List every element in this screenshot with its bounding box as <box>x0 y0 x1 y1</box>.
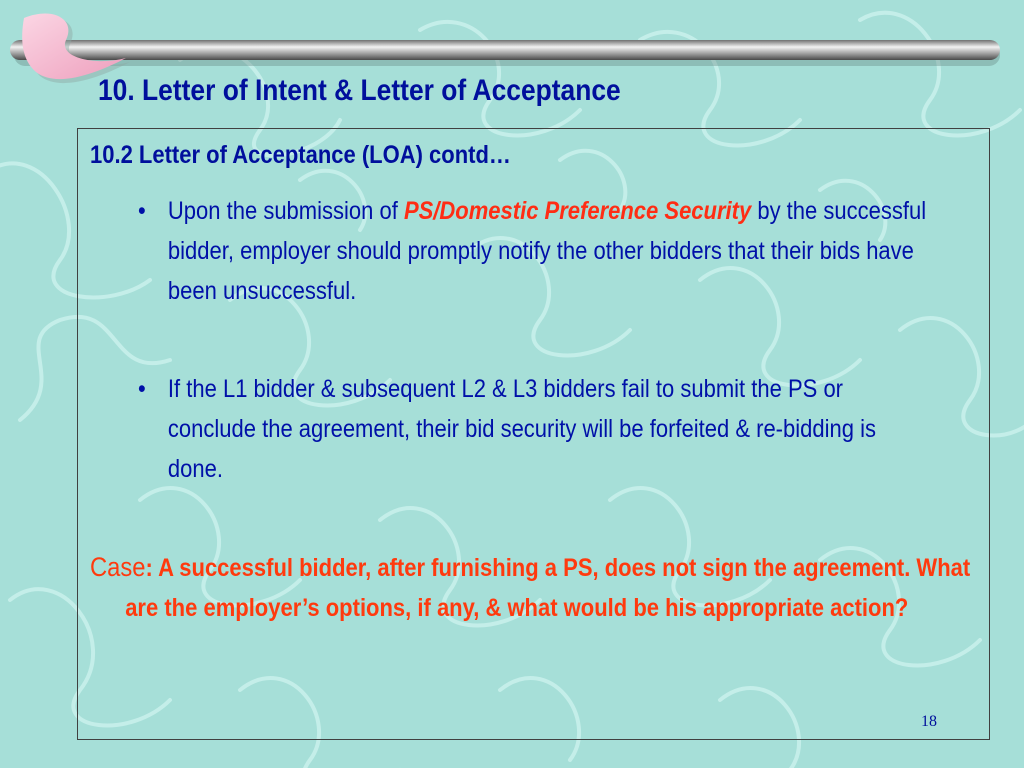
bullet-text-part: Upon the submission of <box>167 197 404 225</box>
page-number: 18 <box>921 713 937 730</box>
bullet-item-forfeit-security <box>138 369 934 489</box>
section-subheading: 10.2 Letter of Acceptance (LOA) contd… <box>90 141 511 169</box>
case-text: : A successful bidder, after furnishing a PS, does not sign the agreement. What are the employer’s options, if any, & what would be his appropriate action? <box>125 554 971 622</box>
bullet-icon: • <box>138 197 146 225</box>
bullet-item-notify-bidders <box>138 191 934 311</box>
case-question <box>90 547 993 628</box>
bullet-text: If the L1 bidder & subsequent L2 & L3 bidders fail to submit the PS or conclude the agreement, their bid security will be forfeited & re-bidding is done. <box>167 375 876 483</box>
bullet-text-part: by the successful bidder, employer should promptly notify the other bidders that their bids have been unsuccessful. <box>167 197 927 305</box>
case-label: Case <box>90 552 146 582</box>
highlighted-term: PS/Domestic Preference Security <box>403 197 752 225</box>
bullet-icon: • <box>138 375 146 403</box>
slide-title: 10. Letter of Intent & Letter of Acceptance <box>98 74 621 107</box>
bullet-text <box>138 191 934 311</box>
content-box <box>77 128 990 740</box>
